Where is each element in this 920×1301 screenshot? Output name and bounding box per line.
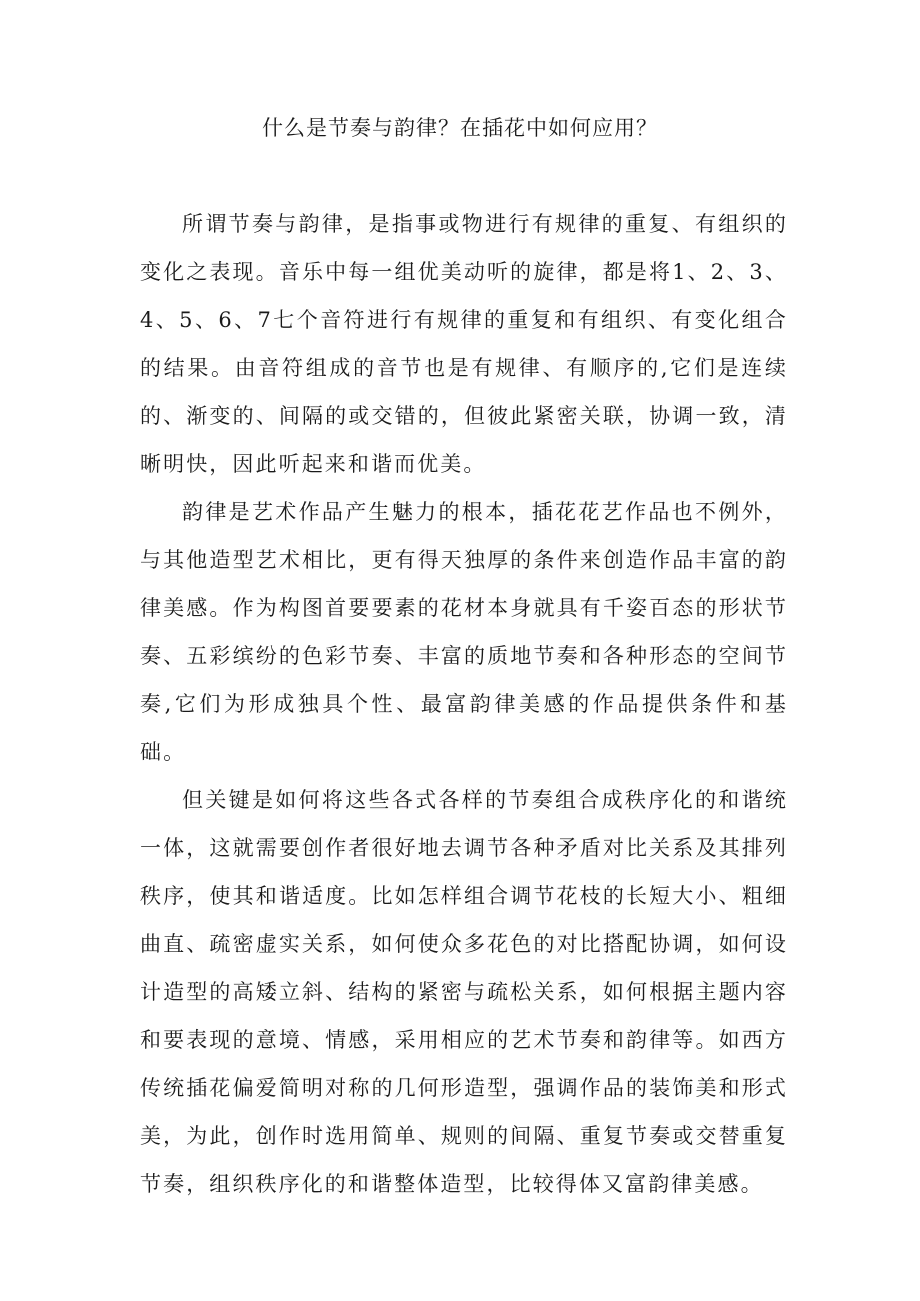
paragraph-rhythm-in-floral-art: 韵律是艺术作品产生魅力的根本，插花花艺作品也不例外，与其他造型艺术相比，更有得天独厚的条件来创造作品丰富的韵律美感。作为构图首要要素的花材本身就具有千姿百态的形状节奏、五彩缤纷的色彩节奏、丰富的质地节奏和各种形态的空间节奏,它们为形成独具个性、最富韵律美感的作品提供条件和基础。 bbox=[140, 500, 788, 764]
document-body bbox=[140, 200, 788, 1208]
document-title: 什么是节奏与韵律？在插花中如何应用？ bbox=[262, 116, 658, 140]
paragraph-rhythm-definition: 所谓节奏与韵律，是指事或物进行有规律的重复、有组织的变化之表现。音乐中每一组优美动听的旋律，都是将1、2、3、4、5、6、7七个音符进行有规律的重复和有组织、有变化组合的结果。由音符组成的音节也是有规律、有顺序的,它们是连续的、渐变的、间隔的或交错的，但彼此紧密关联，协调一致，清晰明快，因此听起来和谐而优美。 bbox=[140, 212, 788, 476]
paragraph-composition-harmony: 但关键是如何将这些各式各样的节奏组合成秩序化的和谐统一体，这就需要创作者很好地去调节各种矛盾对比关系及其排列秩序，使其和谐适度。比如怎样组合调节花枝的长短大小、粗细曲直、疏密虚实关系，如何使众多花色的对比搭配协调，如何设计造型的高矮立斜、结构的紧密与疏松关系，如何根据主题内容和要表现的意境、情感，采用相应的艺术节奏和韵律等。如西方传统插花偏爱简明对称的几何形造型，强调作品的装饰美和形式美，为此，创作时选用简单、规则的间隔、重复节奏或交替重复节奏，组织秩序化的和谐整体造型，比较得体又富韵律美感。 bbox=[140, 788, 788, 1196]
